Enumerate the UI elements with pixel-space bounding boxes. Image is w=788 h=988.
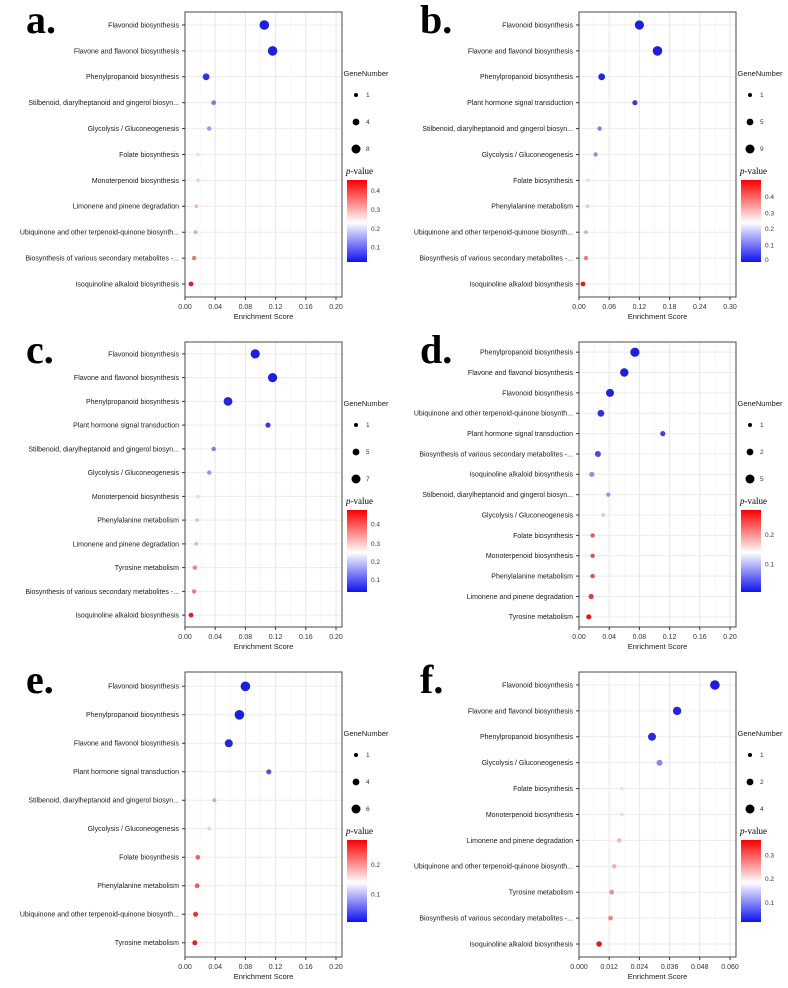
category-label: Flavone and flavonol biosynthesis <box>467 369 573 377</box>
x-axis-title: Enrichment Score <box>233 972 294 981</box>
p-value-legend-title: p-value <box>740 496 767 506</box>
data-point <box>193 912 198 917</box>
p-value-tick-label: 0.2 <box>765 532 775 540</box>
data-point <box>601 513 605 517</box>
x-tick-label: 0.08 <box>238 304 253 311</box>
data-point <box>589 594 594 599</box>
category-label: Monoterpenoid biosynthesis <box>91 493 179 501</box>
gene-number-legend-dot <box>352 805 361 814</box>
gene-number-legend-value: 9 <box>760 146 764 154</box>
category-label: Phenylpropanoid biosynthesis <box>85 398 179 406</box>
p-value-tick-label: 0.1 <box>765 899 775 907</box>
category-label: Plant hormone signal transduction <box>73 422 179 430</box>
plot-border <box>579 342 736 627</box>
data-point <box>609 890 614 895</box>
data-point <box>196 153 200 157</box>
x-tick-label: 0.00 <box>572 304 586 311</box>
category-label: Flavonoid biosynthesis <box>502 682 573 690</box>
p-value-tick-label: 0.1 <box>371 577 381 585</box>
category-label: Stilbenoid, diarylheptanoid and gingerol biosyn... <box>422 492 573 500</box>
x-tick-label: 0.04 <box>602 634 617 641</box>
data-point <box>632 100 637 105</box>
x-tick-label: 0.024 <box>630 964 649 971</box>
data-point <box>189 613 194 618</box>
panel-a-chart <box>0 0 394 328</box>
gene-number-legend-dot <box>354 753 358 757</box>
category-label: Folate biosynthesis <box>513 785 573 793</box>
gene-number-legend-dot <box>746 475 755 484</box>
x-tick-label: 0.00 <box>178 964 192 971</box>
p-value-tick-label: 0.1 <box>765 561 775 569</box>
data-point <box>194 230 198 234</box>
x-tick-label: 0.00 <box>178 304 192 311</box>
data-point <box>590 533 594 537</box>
category-label: Stilbenoid, diarylheptanoid and gingerol biosyn... <box>28 797 179 805</box>
category-label: Phenylalanine metabolism <box>491 573 573 581</box>
category-label: Phenylalanine metabolism <box>97 883 179 891</box>
p-value-tick-label: 0.1 <box>371 891 381 899</box>
category-label: Phenylpropanoid biosynthesis <box>479 349 573 357</box>
p-value-tick-label: 0.4 <box>371 188 381 196</box>
category-label: Ubiquinone and other terpenoid-quinone biosynth... <box>413 229 573 237</box>
x-axis-title: Enrichment Score <box>233 312 294 321</box>
x-axis-title: Enrichment Score <box>627 972 688 981</box>
p-value-tick-label: 0.1 <box>371 244 381 252</box>
gene-number-legend-value: 1 <box>760 92 764 100</box>
category-label: Isoquinoline alkaloid biosynthesis <box>469 281 573 289</box>
x-tick-label: 0.30 <box>723 304 737 311</box>
category-label: Flavone and flavonol biosynthesis <box>73 48 179 56</box>
category-label: Phenylalanine metabolism <box>491 203 573 211</box>
gene-number-legend-value: 6 <box>366 806 370 814</box>
category-label: Biosynthesis of various secondary metabolites -... <box>25 255 179 263</box>
category-label: Glycolysis / Gluconeogenesis <box>87 826 179 834</box>
panel-letter-a: a. <box>26 0 56 42</box>
category-label: Plant hormone signal transduction <box>73 769 179 777</box>
gene-number-legend-dot <box>747 119 754 126</box>
data-point <box>268 373 277 382</box>
gene-number-legend-value: 4 <box>760 806 764 814</box>
panel-e-chart <box>0 660 394 988</box>
category-label: Stilbenoid, diarylheptanoid and gingerol biosyn... <box>422 125 573 133</box>
x-tick-label: 0.18 <box>662 304 677 311</box>
category-label: Glycolysis / Gluconeogenesis <box>481 760 573 768</box>
data-point <box>193 565 197 569</box>
category-label: Phenylpropanoid biosynthesis <box>85 74 179 82</box>
category-label: Folate biosynthesis <box>119 151 179 159</box>
gene-number-legend-dot <box>354 93 358 97</box>
p-value-tick-label: 0.2 <box>765 876 775 883</box>
category-label: Biosynthesis of various secondary metabolites -... <box>419 915 573 923</box>
gene-number-legend-value: 7 <box>366 476 370 484</box>
category-label: Flavonoid biosynthesis <box>502 390 573 398</box>
x-tick-label: 0.00 <box>572 634 586 641</box>
gene-number-legend-dot <box>353 779 360 786</box>
category-label: Biosynthesis of various secondary metabolites -... <box>419 451 573 459</box>
data-point <box>673 707 681 715</box>
p-value-tick-label: 0.2 <box>371 559 381 567</box>
category-label: Phenylpropanoid biosynthesis <box>85 712 179 720</box>
data-point <box>584 230 588 234</box>
gene-number-legend-title: GeneNumber <box>737 729 783 738</box>
panel-f <box>394 657 788 988</box>
gene-number-legend-dot <box>352 145 361 154</box>
data-point <box>207 470 211 474</box>
category-label: Folate biosynthesis <box>513 532 573 540</box>
category-label: Plant hormone signal transduction <box>467 431 573 439</box>
data-point <box>203 73 210 80</box>
p-value-tick-label: 0.2 <box>371 225 381 233</box>
data-point <box>598 410 605 417</box>
gene-number-legend-value: 1 <box>366 422 370 430</box>
panel-a <box>0 0 394 328</box>
gene-number-legend-dot <box>748 753 752 757</box>
data-point <box>196 495 200 499</box>
data-point <box>620 813 624 817</box>
p-value-tick-label: 0.2 <box>765 225 775 233</box>
data-point <box>195 883 200 888</box>
data-point <box>586 204 590 208</box>
gene-number-legend-dot <box>747 449 754 456</box>
gene-number-legend-value: 1 <box>366 752 370 760</box>
data-point <box>620 787 624 791</box>
data-point <box>207 126 211 130</box>
x-tick-label: 0.012 <box>600 964 618 971</box>
category-label: Limonene and pinene degradation <box>72 203 179 211</box>
data-point <box>224 397 233 406</box>
data-point <box>241 682 251 692</box>
category-label: Flavonoid biosynthesis <box>108 22 179 30</box>
panel-letter-e: e. <box>26 657 54 702</box>
data-point <box>266 769 271 774</box>
data-point <box>617 838 621 842</box>
x-tick-label: 0.06 <box>602 304 617 311</box>
data-point <box>630 348 639 357</box>
p-value-tick-label: 0.3 <box>765 852 775 860</box>
data-point <box>608 916 613 921</box>
data-point <box>653 46 663 56</box>
data-point <box>212 798 216 802</box>
category-label: Folate biosynthesis <box>119 854 179 862</box>
data-point <box>657 760 663 766</box>
p-value-colorbar <box>741 180 761 262</box>
data-point <box>212 447 216 451</box>
data-point <box>189 282 194 287</box>
category-label: Isoquinoline alkaloid biosynthesis <box>469 471 573 479</box>
data-point <box>590 554 594 558</box>
x-tick-label: 0.20 <box>329 304 343 311</box>
data-point <box>251 349 260 358</box>
p-value-legend-title: p-value <box>346 166 373 176</box>
data-point <box>620 368 628 376</box>
x-tick-label: 0.12 <box>268 964 283 971</box>
category-label: Stilbenoid, diarylheptanoid and gingerol biosyn... <box>28 446 179 454</box>
data-point <box>207 827 211 831</box>
gene-number-legend-value: 1 <box>760 422 764 430</box>
category-label: Limonene and pinene degradation <box>72 541 179 549</box>
gene-number-legend-dot <box>748 423 752 427</box>
category-label: Isoquinoline alkaloid biosynthesis <box>75 281 179 289</box>
category-label: Phenylpropanoid biosynthesis <box>479 74 573 82</box>
gene-number-legend-title: GeneNumber <box>737 399 783 408</box>
p-value-tick-label: 0.1 <box>765 242 775 250</box>
p-value-tick-label: 0.2 <box>371 862 381 870</box>
data-point <box>595 451 601 457</box>
p-value-tick-label: 0.4 <box>371 521 381 529</box>
panel-b <box>394 0 788 328</box>
data-point <box>192 256 196 260</box>
data-point <box>586 179 590 183</box>
x-tick-label: 0.04 <box>208 304 223 311</box>
category-label: Flavone and flavonol biosynthesis <box>73 740 179 748</box>
plot-border <box>185 342 342 627</box>
data-point <box>648 733 656 741</box>
gene-number-legend-dot <box>352 475 361 484</box>
data-point <box>235 710 245 720</box>
x-axis-title: Enrichment Score <box>627 312 688 321</box>
category-label: Monoterpenoid biosynthesis <box>485 811 573 819</box>
gene-number-legend-dot <box>747 779 754 786</box>
x-tick-label: 0.20 <box>723 634 737 641</box>
panel-letter-b: b. <box>420 0 453 42</box>
category-label: Biosynthesis of various secondary metabolites -... <box>25 588 179 596</box>
category-label: Phenylalanine metabolism <box>97 517 179 525</box>
category-label: Tyrosine metabolism <box>508 889 573 897</box>
category-label: Glycolysis / Gluconeogenesis <box>481 512 573 520</box>
data-point <box>192 940 197 945</box>
x-tick-label: 0.16 <box>692 634 707 641</box>
panel-c-chart <box>0 330 394 658</box>
data-point <box>612 864 616 868</box>
data-point <box>586 614 591 619</box>
category-label: Monoterpenoid biosynthesis <box>485 553 573 561</box>
category-label: Flavone and flavonol biosynthesis <box>467 708 573 716</box>
data-point <box>596 941 602 947</box>
data-point <box>211 100 216 105</box>
gene-number-legend-dot <box>353 119 360 126</box>
x-tick-label: 0.08 <box>238 964 253 971</box>
x-tick-label: 0.12 <box>662 634 677 641</box>
data-point <box>195 518 199 522</box>
x-tick-label: 0.036 <box>660 964 679 971</box>
x-tick-label: 0.08 <box>238 634 253 641</box>
data-point <box>225 739 233 747</box>
gene-number-legend-value: 2 <box>760 779 764 787</box>
gene-number-legend-dot <box>746 805 755 814</box>
data-point <box>194 204 198 208</box>
data-point <box>268 46 278 56</box>
p-value-legend-title: p-value <box>346 826 373 836</box>
data-point <box>584 256 588 260</box>
category-label: Flavonoid biosynthesis <box>108 351 179 359</box>
gene-number-legend-title: GeneNumber <box>343 399 389 408</box>
gene-number-legend-dot <box>746 145 755 154</box>
panel-f-chart <box>394 660 788 988</box>
x-tick-label: 0.20 <box>329 634 343 641</box>
panel-letter-c: c. <box>26 327 54 372</box>
panel-c <box>0 327 394 658</box>
category-label: Flavone and flavonol biosynthesis <box>467 48 573 56</box>
data-point <box>195 855 200 860</box>
category-label: Isoquinoline alkaloid biosynthesis <box>75 612 179 620</box>
x-tick-label: 0.000 <box>570 964 588 971</box>
x-tick-label: 0.060 <box>721 964 739 971</box>
gene-number-legend-value: 5 <box>760 119 764 127</box>
x-tick-label: 0.20 <box>329 964 343 971</box>
category-label: Stilbenoid, diarylheptanoid and gingerol biosyn... <box>28 100 179 108</box>
p-value-colorbar <box>347 840 367 922</box>
data-point <box>593 152 597 156</box>
x-tick-label: 0.12 <box>268 304 283 311</box>
x-tick-label: 0.048 <box>691 964 709 971</box>
x-tick-label: 0.16 <box>298 964 313 971</box>
p-value-colorbar <box>741 510 761 592</box>
data-point <box>192 589 196 593</box>
p-value-tick-label: 0.4 <box>765 193 775 201</box>
category-label: Tyrosine metabolism <box>508 614 573 622</box>
p-value-colorbar <box>347 180 367 262</box>
data-point <box>589 472 594 477</box>
x-tick-label: 0.00 <box>178 634 192 641</box>
p-value-tick-label: 0.3 <box>371 541 381 549</box>
panel-d <box>394 327 788 658</box>
category-label: Isoquinoline alkaloid biosynthesis <box>469 941 573 949</box>
gene-number-legend-value: 1 <box>366 92 370 100</box>
x-tick-label: 0.04 <box>208 634 223 641</box>
gene-number-legend-dot <box>354 423 358 427</box>
data-point <box>265 423 270 428</box>
gene-number-legend-value: 4 <box>366 779 370 787</box>
x-tick-label: 0.16 <box>298 304 313 311</box>
panel-letter-d: d. <box>420 327 453 372</box>
x-tick-label: 0.08 <box>632 634 647 641</box>
category-label: Biosynthesis of various secondary metabolites -... <box>419 255 573 263</box>
data-point <box>660 431 665 436</box>
category-label: Glycolysis / Gluconeogenesis <box>87 470 179 478</box>
gene-number-legend-value: 5 <box>760 476 764 484</box>
gene-number-legend-value: 2 <box>760 449 764 457</box>
data-point <box>581 282 586 287</box>
gene-number-legend-value: 4 <box>366 119 370 127</box>
gene-number-legend-value: 8 <box>366 146 370 154</box>
x-tick-label: 0.12 <box>268 634 283 641</box>
p-value-legend-title: p-value <box>740 166 767 176</box>
data-point <box>196 179 200 183</box>
p-value-tick-label: 0.3 <box>371 207 381 214</box>
panel-d-chart <box>394 330 788 658</box>
gene-number-legend-value: 1 <box>760 752 764 760</box>
category-label: Limonene and pinene degradation <box>466 837 573 845</box>
category-label: Ubiquinone and other terpenoid-quinone biosynth... <box>413 410 573 418</box>
gene-number-legend-title: GeneNumber <box>737 69 783 78</box>
data-point <box>194 542 198 546</box>
p-value-tick-label: 0 <box>765 257 769 264</box>
panel-e <box>0 657 394 988</box>
gene-number-legend-dot <box>353 449 360 456</box>
data-point <box>606 493 610 497</box>
data-point <box>590 574 594 578</box>
category-label: Ubiquinone and other terpenoid-quinone biosynth... <box>19 911 179 919</box>
category-label: Monoterpenoid biosynthesis <box>91 177 179 185</box>
data-point <box>606 389 614 397</box>
category-label: Tyrosine metabolism <box>114 565 179 573</box>
x-axis-title: Enrichment Score <box>627 642 688 651</box>
gene-number-legend-dot <box>748 93 752 97</box>
gene-number-legend-value: 5 <box>366 449 370 457</box>
category-label: Ubiquinone and other terpenoid-quinone biosynth... <box>413 863 573 871</box>
p-value-colorbar <box>741 840 761 922</box>
x-tick-label: 0.12 <box>632 304 647 311</box>
category-label: Folate biosynthesis <box>513 177 573 185</box>
category-label: Ubiquinone and other terpenoid-quinone biosynth... <box>19 229 179 237</box>
category-label: Flavone and flavonol biosynthesis <box>73 375 179 383</box>
data-point <box>635 20 644 29</box>
x-tick-label: 0.04 <box>208 964 223 971</box>
data-point <box>260 20 270 30</box>
x-axis-title: Enrichment Score <box>233 642 294 651</box>
x-tick-label: 0.16 <box>298 634 313 641</box>
category-label: Phenylpropanoid biosynthesis <box>479 734 573 742</box>
data-point <box>597 126 601 130</box>
category-label: Limonene and pinene degradation <box>466 593 573 601</box>
gene-number-legend-title: GeneNumber <box>343 729 389 738</box>
x-tick-label: 0.24 <box>692 304 707 311</box>
gene-number-legend-title: GeneNumber <box>343 69 389 78</box>
category-label: Glycolysis / Gluconeogenesis <box>87 125 179 133</box>
category-label: Plant hormone signal transduction <box>467 100 573 108</box>
p-value-legend-title: p-value <box>740 826 767 836</box>
data-point <box>598 73 605 80</box>
category-label: Flavonoid biosynthesis <box>108 683 179 691</box>
panel-b-chart <box>394 0 788 328</box>
category-label: Glycolysis / Gluconeogenesis <box>481 151 573 159</box>
p-value-tick-label: 0.3 <box>765 210 775 218</box>
category-label: Flavonoid biosynthesis <box>502 22 573 30</box>
data-point <box>710 680 720 690</box>
panel-letter-f: f. <box>420 657 444 702</box>
category-label: Tyrosine metabolism <box>114 940 179 948</box>
p-value-colorbar <box>347 510 367 592</box>
p-value-legend-title: p-value <box>346 496 373 506</box>
